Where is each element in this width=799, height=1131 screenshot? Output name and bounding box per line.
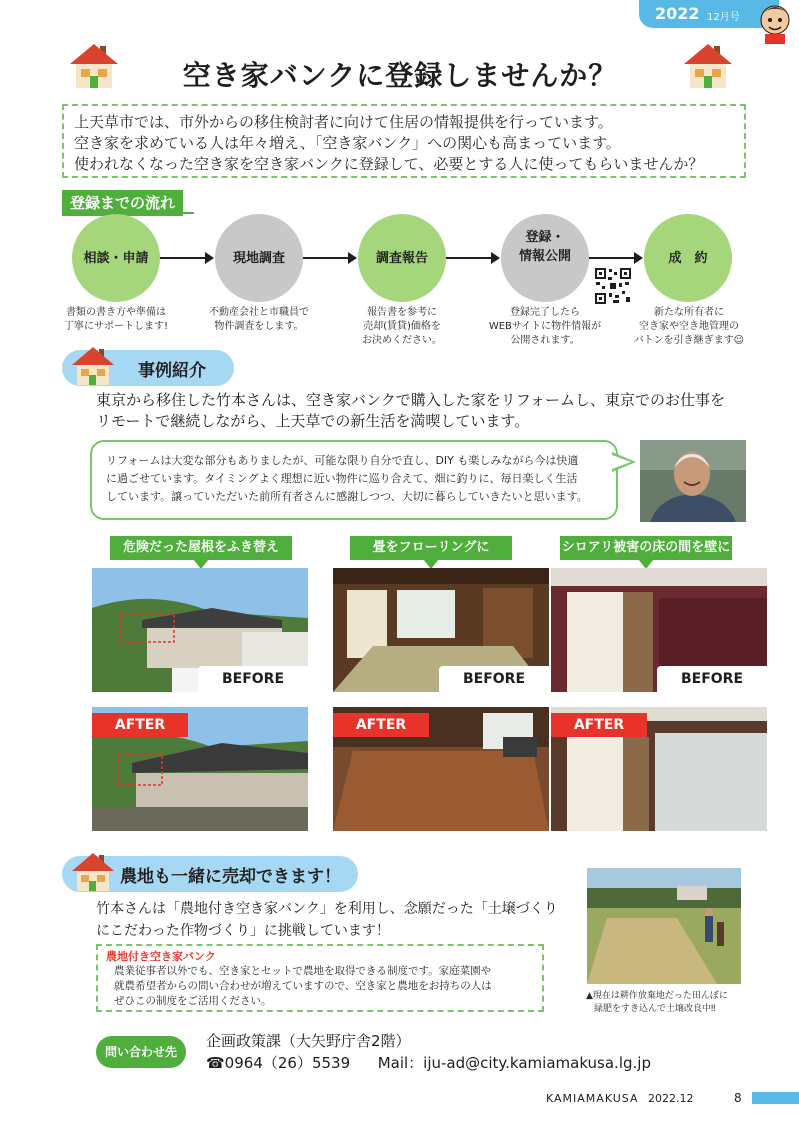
footer [0, 1090, 799, 1112]
mascot-icon [755, 0, 795, 44]
farm-box-title: 農地付き空き家バンク [106, 950, 216, 963]
flow-arrow [160, 257, 212, 259]
footer-bar [752, 1092, 799, 1104]
case-text-line: リモートで継続しながら、上天草での新生活を満喫しています。 [96, 412, 530, 430]
intro-line: 空き家を求めている人は年々増え、「空き家バンク」への関心も高まっています。 [74, 134, 621, 152]
farm-text [96, 898, 566, 942]
farm-photo [587, 868, 741, 984]
flow-step-label: 相談・申請 [83, 250, 149, 266]
before-label: BEFORE [657, 666, 767, 692]
flow-caption-line: 報告書を参考に [367, 307, 437, 318]
farm-heading: 農地も一緒に売却できます！ [120, 866, 341, 887]
qr-code-icon[interactable] [594, 267, 632, 305]
quote-tail-inner [612, 455, 631, 469]
flow-heading: 登録までの流れ [62, 190, 183, 216]
before-label: BEFORE [198, 666, 308, 692]
caption-tag: 畳をフローリングに [350, 536, 512, 560]
farm-box-line: 就農希望者からの問い合わせが増えていますので、空き家と農地をお持ちの人は [114, 980, 492, 992]
farm-box-line: ぜひこの制度をご活用ください。 [114, 995, 272, 1007]
before-label: BEFORE [439, 666, 549, 692]
flow-underline [62, 212, 194, 214]
issue-month: 12月号 [707, 12, 740, 23]
flow-caption [346, 306, 458, 348]
footer-date: 2022.12 [648, 1092, 694, 1105]
farm-photo-caption [586, 990, 756, 1016]
flow-caption [60, 306, 172, 334]
contact-department: 企画政策課（大矢野庁舎2階） [206, 1032, 411, 1050]
after-photo-floor [333, 707, 549, 831]
quote-line: リフォームは大変な部分もありましたが、可能な限り自分で直し、DIY も楽しみながら今は快適 [106, 454, 579, 467]
flow-step-label: 登録・ [525, 230, 565, 245]
farm-text-line: にこだわった作物づくり」に挑戦しています！ [96, 923, 390, 939]
contact-line [206, 1052, 651, 1073]
flow-arrow [446, 257, 498, 259]
page-title: 空き家バンクに登録しませんか？ [182, 59, 618, 92]
flow-caption-line: 新たな所有者に [654, 307, 724, 318]
flow-step-contract [644, 214, 732, 302]
flow-caption-line: 不動産会社と市職員で [209, 307, 309, 318]
flow-caption-line: 丁寧にサポートします! [63, 321, 168, 332]
flow-caption-line: 登録完了したら [510, 307, 580, 318]
intro-line: 上天草市では、市外からの移住検討者に向けて住居の情報提供を行っています。 [74, 113, 613, 131]
contact-phone[interactable]: ☎0964（26）5539 [206, 1054, 351, 1072]
after-photo-wall [551, 707, 767, 831]
quote-line: に過ごせています。タイミングよく理想に近い物件に巡り合えて、畑に釣りに、毎日楽しく生活 [106, 472, 578, 485]
flow-step-register [501, 214, 589, 302]
caption-tag: 危険だった屋根をふき替え [110, 536, 292, 560]
farm-box [96, 944, 544, 1012]
house-icon [70, 345, 116, 387]
flow-caption-line: 物件調査をします。 [214, 321, 304, 332]
case-text [96, 390, 736, 432]
page-number: 8 [734, 1091, 742, 1105]
farm-caption-line: 緑肥をすき込んで土壌改良中‼ [594, 1004, 716, 1014]
intro-line: 使われなくなった空き家を空き家バンクに登録して、必要とする人に使ってもらいませんか？ [74, 155, 704, 173]
after-label: AFTER [333, 713, 429, 737]
before-photo-tatami [333, 568, 549, 692]
house-icon [70, 851, 116, 893]
farm-box-line: 農業従事者以外でも、空き家とセットで農地を取得できる制度です。家庭菜園や [114, 965, 492, 977]
flow-caption-line: 空き家や空き地管理の [639, 321, 739, 332]
flow-step-report [358, 214, 446, 302]
flow-step-survey [215, 214, 303, 302]
intro-box [62, 104, 746, 178]
flow-caption-line: お決めください。 [362, 335, 442, 346]
farm-text-line: 竹本さんは「農地付き空き家バンク」を利用し、念願だった「土壌づくり [96, 901, 558, 917]
flow-step-label: 調査報告 [375, 250, 428, 266]
flow-step-label: 情報公開 [518, 249, 571, 264]
after-photo-roof [92, 707, 308, 831]
flow-caption-line: 書類の書き方や準備は [66, 307, 166, 318]
flow-caption [624, 306, 754, 348]
house-icon [682, 40, 734, 90]
contact-mail[interactable]: Mail：iju-ad@city.kamiamakusa.lg.jp [377, 1054, 651, 1072]
flow-caption [203, 306, 315, 334]
issue-year: 2022 [655, 4, 700, 23]
caption-tag: シロアリ被害の床の間を壁に [560, 536, 732, 560]
contact-badge: 問い合わせ先 [96, 1036, 186, 1068]
flow-caption-line: 売却(賃貸)価格を [363, 321, 441, 332]
before-photo-roof [92, 568, 308, 692]
house-icon [68, 40, 120, 90]
farm-caption-line: ▲現在は耕作放棄地だった田んぼに [586, 991, 728, 1001]
after-label: AFTER [92, 713, 188, 737]
flow-step-label: 現地調査 [232, 250, 285, 266]
flow-section [62, 190, 183, 216]
before-photo-alcove [551, 568, 767, 692]
resident-portrait [640, 440, 746, 522]
quote-box [90, 440, 618, 520]
flow-arrow [589, 257, 641, 259]
after-label: AFTER [551, 713, 647, 737]
flow-caption-line: バトンを引き継ぎます☺ [633, 335, 745, 346]
case-text-line: 東京から移住した竹本さんは、空き家バンクで購入した家をリフォームし、東京でのお仕事を [96, 391, 725, 409]
case-heading: 事例紹介 [138, 360, 206, 381]
footer-publication: KAMIAMAKUSA [546, 1092, 639, 1105]
flow-caption [478, 306, 612, 348]
flow-arrow [303, 257, 355, 259]
flow-step-consult [72, 214, 160, 302]
flow-caption-line: WEBサイトに物件情報が [488, 321, 602, 332]
flow-caption-line: 公開されます。 [510, 335, 580, 346]
flow-step-label: 成 約 [668, 250, 708, 266]
quote-line: しています。譲っていただいた前所有者さんに感謝しつつ、大切に暮らしていきたいと思います。 [106, 490, 588, 503]
